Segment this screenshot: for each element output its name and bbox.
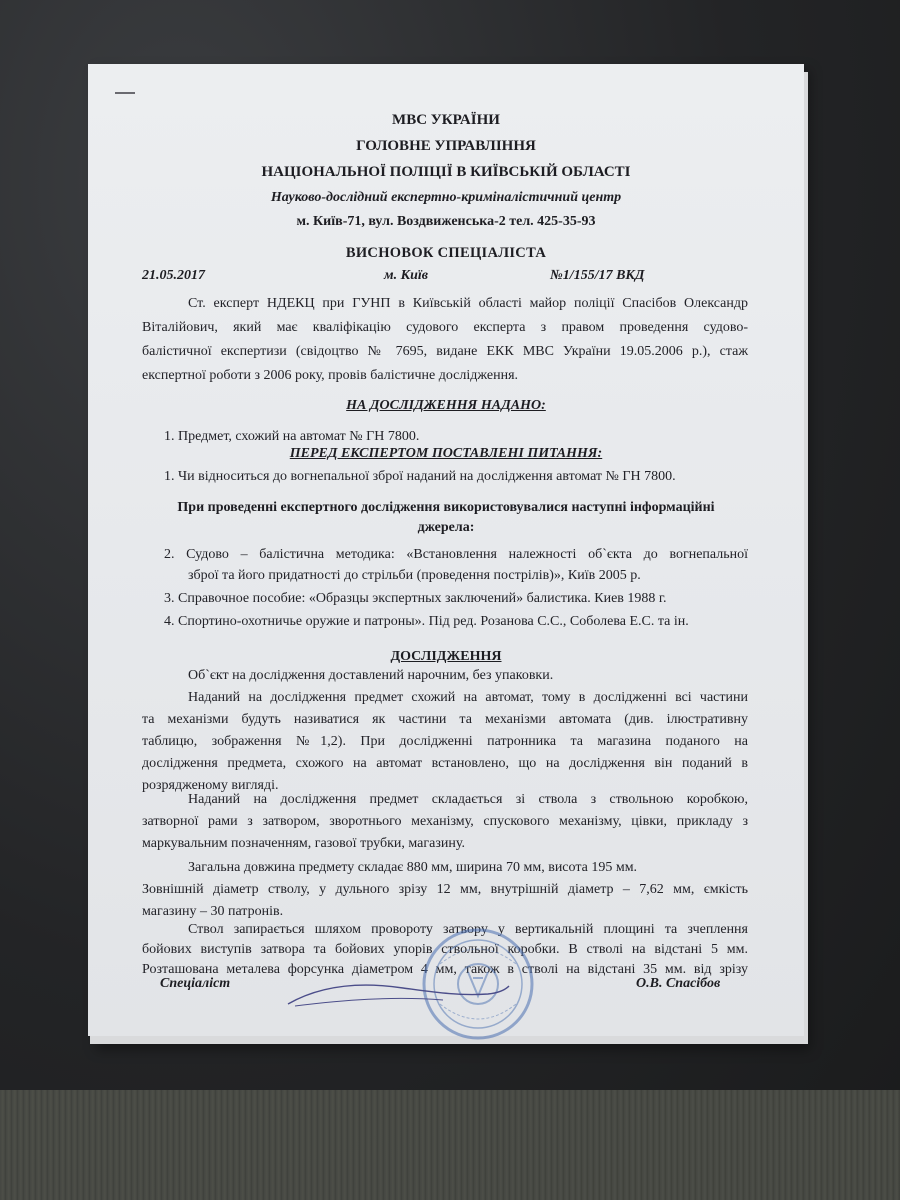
provided-heading: НА ДОСЛІДЖЕННЯ НАДАНО: xyxy=(346,398,546,413)
research-heading: ДОСЛІДЖЕННЯ xyxy=(390,649,502,664)
research-p2-line-1: Наданий на дослідження предмет схожий на автомат, тому в дослідженні всі частини xyxy=(188,690,748,705)
document-date: 21.05.2017 xyxy=(142,268,205,283)
intro-line-3: балістичної експертизи (свідоцтво № 7695, видане ЕКК МВС України 19.05.2006 р.), стаж xyxy=(142,344,748,359)
research-p2-line-3: таблицю, зображення №1,2). При дослідженні патронника та магазина поданого на xyxy=(142,734,748,749)
document-page xyxy=(88,64,804,1036)
source-item-3: 3. Справочное пособие: «Образцы экспертных заключений» балистика. Киев 1988 г. xyxy=(164,591,667,606)
source-item-4: 4. Спортино-охотничье оружие и патроны». Під ред. Розанова С.С., Соболева Е.С. та ін. xyxy=(164,614,689,629)
intro-line-4: експертної роботи з 2006 року, провів балістичне дослідження. xyxy=(142,368,519,383)
intro-line-1: Ст. експерт НДЕКЦ при ГУНП в Київській області майор поліції Спасібов Олександр xyxy=(188,296,748,311)
research-paragraph-4: Загальна довжина предмету складає 880 мм, ширина 70 мм, висота 195 мм. xyxy=(188,860,638,875)
research-p6-line-2: бойових виступів затвора та бойових упорів ствольної коробки. В стволі на відстані 5 мм. xyxy=(142,942,748,957)
research-p5-line-2: магазину – 30 патронів. xyxy=(142,904,284,919)
questions-heading: ПЕРЕД ЕКСПЕРТОМ ПОСТАВЛЕНІ ПИТАННЯ: xyxy=(289,446,603,461)
sources-heading-line-1: При проведенні експертного дослідження використовувалися наступні інформаційні xyxy=(177,500,715,515)
source-item-2-line-2: зброї та його придатності до стрільби (проведення пострілів)», Київ 2005 р. xyxy=(188,568,641,583)
header-ministry: МВС УКРАЇНИ xyxy=(392,112,500,128)
research-p3-line-2: затворної рами з затвором, зворотнього механізму, спускового механізму, цівки, прикладу з xyxy=(142,814,748,829)
header-address: м. Київ-71, вул. Воздвиженська-2 тел. 425-35-93 xyxy=(296,214,596,229)
table-surface xyxy=(0,1090,900,1200)
pen-mark xyxy=(115,92,135,94)
header-directorate: ГОЛОВНЕ УПРАВЛІННЯ xyxy=(356,138,536,154)
signature-role: Спеціаліст xyxy=(160,976,231,991)
intro-line-2: Віталійович, який має кваліфікацію судового експерта з правом проведення судово- xyxy=(142,320,748,335)
research-p2-line-4: дослідження предмета, схожого на автомат встановлено, що на дослідження він поданий в xyxy=(142,756,748,771)
signature-name: О.В. Спасібов xyxy=(636,976,721,991)
research-p3-line-1: Наданий на дослідження предмет складається зі ствола з ствольною коробкою, xyxy=(188,792,748,807)
header-center: Науково-дослідний експертно-криміналістичний центр xyxy=(270,190,622,205)
provided-item-1: 1. Предмет, схожий на автомат № ГН 7800. xyxy=(164,429,420,444)
research-p2-line-5: розрядженому вигляді. xyxy=(142,778,279,793)
research-p3-line-3: маркувальним позначенням, газової трубки, магазину. xyxy=(142,836,465,851)
research-p6-line-3: Розташована металева форсунка діаметром 4 мм, також в стволі на відстані 35 мм. від зрізу xyxy=(142,962,748,977)
research-p5-line-1: Зовнішній діаметр стволу, у дульного зрізу 12 мм, внутрішній діаметр – 7,62 мм, ємкість xyxy=(142,882,748,897)
header-police: НАЦІОНАЛЬНОЇ ПОЛІЦІЇ В КИЇВСЬКІЙ ОБЛАСТІ xyxy=(261,164,631,180)
source-item-2-line-1: 2. Судово – балістична методика: «Встановлення належності об`єкта до вогнепальної xyxy=(164,547,748,562)
document-title: ВИСНОВОК СПЕЦІАЛІСТА xyxy=(345,245,547,261)
research-paragraph-1: Об`єкт на дослідження доставлений нарочним, без упаковки. xyxy=(188,668,554,683)
research-p6-line-1: Ствол запирається шляхом провороту затвору у вертикальній площині та зчеплення xyxy=(188,922,748,937)
document-number: №1/155/17 ВКД xyxy=(550,268,645,283)
questions-item-1: 1. Чи відноситься до вогнепальної зброї наданий на дослідження автомат № ГН 7800. xyxy=(164,469,676,484)
sources-heading-line-2: джерела: xyxy=(417,520,475,535)
research-p2-line-2: та механізми будуть називатися як частини та механізми автомата (див. ілюстративну xyxy=(142,712,748,727)
document-city: м. Київ xyxy=(384,268,429,283)
handwritten-signature-icon xyxy=(283,974,513,1014)
